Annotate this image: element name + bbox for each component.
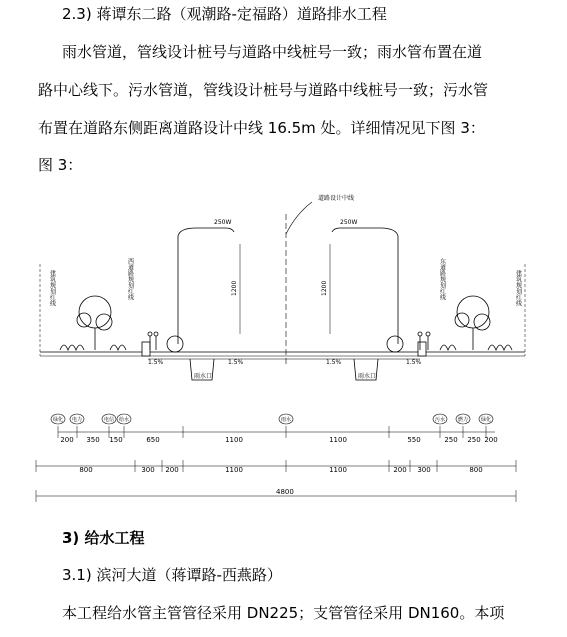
dimension-row2-5: 1100 bbox=[329, 466, 347, 474]
dimension-row2-3: 200 bbox=[165, 466, 179, 474]
paragraph-line-1: 雨水管道，管线设计桩号与道路中线桩号一致；雨水管布置在道 bbox=[62, 43, 483, 61]
pole-height-right: 1200 bbox=[321, 280, 328, 296]
slope-label-3: 1.5% bbox=[326, 359, 342, 366]
dimension-row2-6: 200 bbox=[393, 466, 407, 474]
slope-label-2: 1.5% bbox=[228, 359, 244, 366]
section-title: 3) 给水工程 bbox=[62, 529, 145, 547]
heading: 2.3) 蒋谭东二路（观潮路-定福路）道路排水工程 bbox=[62, 5, 387, 23]
road-cross-section-figure bbox=[0, 184, 567, 506]
dimension-row1-9: 250 bbox=[467, 436, 481, 444]
pipe-label-7: 燃力 bbox=[457, 417, 469, 423]
pipe-label-6: 污水 bbox=[434, 417, 446, 423]
left-red-line-text: 建筑规划红线 bbox=[48, 270, 56, 306]
pipe-label-2: 电力 bbox=[71, 417, 83, 423]
dimension-row1-1: 200 bbox=[60, 436, 74, 444]
inlet-left-label: 雨水口 bbox=[194, 373, 213, 380]
right-red-line-text: 建筑规划红线 bbox=[514, 270, 522, 306]
dimension-row1-2: 350 bbox=[86, 436, 100, 444]
figure-caption: 图 3： bbox=[38, 156, 83, 174]
dimension-row1-6: 1100 bbox=[329, 436, 347, 444]
dimension-row2-1: 800 bbox=[79, 466, 93, 474]
lamp-left-label: 250W bbox=[214, 219, 232, 226]
paragraph-last-line: 本工程给水管主管管径采用 DN225；支管管径采用 DN160。本项 bbox=[62, 604, 505, 622]
pipe-label-4: 给水 bbox=[118, 417, 130, 423]
dimension-row1-4: 650 bbox=[146, 436, 160, 444]
slope-label-1: 1.5% bbox=[148, 359, 164, 366]
paragraph-line-3: 布置在道路东侧距离道路设计中线 16.5m 处。详细情况见下图 3： bbox=[38, 119, 485, 137]
dimension-row2-2: 300 bbox=[141, 466, 155, 474]
total-width-label: 4800 bbox=[276, 488, 294, 496]
centerline-label: 道路设计中线 bbox=[318, 195, 355, 202]
dimension-row1-10: 200 bbox=[484, 436, 498, 444]
pole-height-left: 1200 bbox=[231, 280, 238, 296]
dimension-row1-7: 550 bbox=[407, 436, 421, 444]
left-road-red-line-text: 西道路规划红线 bbox=[126, 258, 134, 300]
dimension-row2-7: 300 bbox=[417, 466, 431, 474]
dimension-row2-8: 800 bbox=[469, 466, 483, 474]
dimension-row2-4: 1100 bbox=[225, 466, 243, 474]
right-road-red-line-text: 东道路规划红线 bbox=[438, 258, 446, 300]
slope-label-4: 1.5% bbox=[406, 359, 422, 366]
dimension-row1-3: 150 bbox=[109, 436, 123, 444]
pipe-label-8: 绿化 bbox=[480, 417, 492, 423]
dimension-row1-5: 1100 bbox=[225, 436, 243, 444]
inlet-right-label: 雨水口 bbox=[358, 373, 377, 380]
pipe-label-1: 绿化 bbox=[52, 417, 64, 423]
dimension-row1-8: 250 bbox=[444, 436, 458, 444]
pipe-label-5: 雨水 bbox=[280, 417, 292, 423]
paragraph-line-2: 路中心线下。污水管道，管线设计桩号与道路中线桩号一致；污水管 bbox=[38, 81, 489, 99]
lamp-right-label: 250W bbox=[340, 219, 358, 226]
pipe-label-3: 电信 bbox=[103, 417, 115, 423]
sub-heading: 3.1) 滨河大道（蒋谭路-西燕路） bbox=[62, 566, 282, 584]
